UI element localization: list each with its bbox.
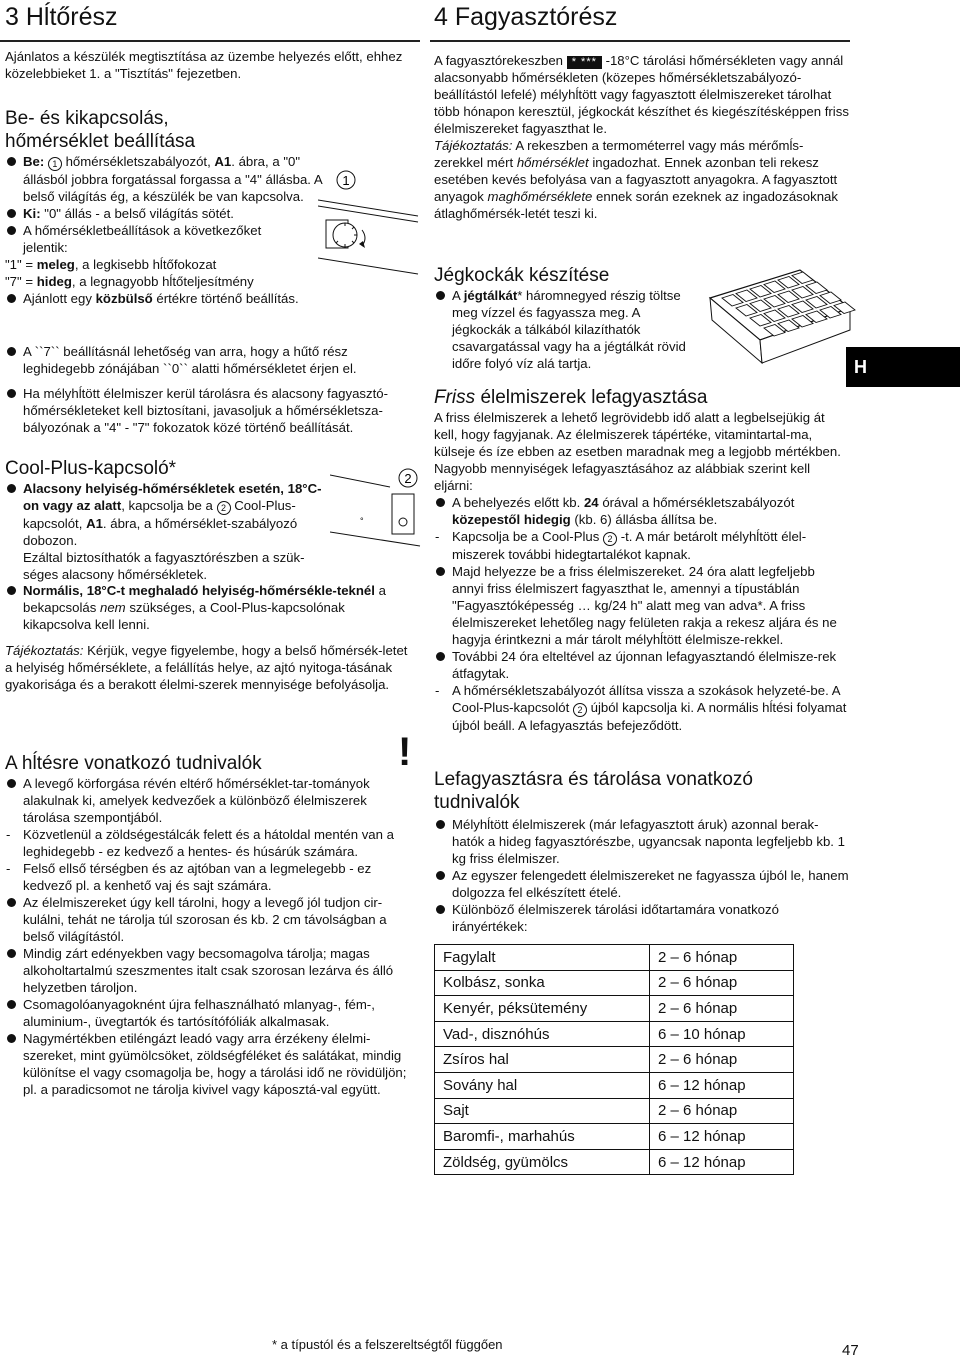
food-cell: Kenyér, péksütemény: [435, 996, 650, 1022]
duration-cell: 6 – 12 hónap: [650, 1149, 794, 1175]
fresh-intro: A friss élelmiszerek a lehető legrövidebb idő alatt a legbelsejükig át kell, hogy fagyjanak. Az élelmiszerek tápértéke, vitamintartal-ma, külseje és íze ebben az esetben maradnak meg a legjobb mértékben. Nagyobb mennyiségek lefagyasztásához az alábbiak szerint kell eljárni:: [434, 410, 841, 493]
freezer-info: Tájékoztatás: A rekeszben a termométerrel vagy más mérőmĺs-zerekkel mért hőmérséklet ingadozhat. Ennek azonban teli rekesz esetében kevés befolyása van a fagyasztott anyagokra. A fagyasztott anyagok maghőmérséklete ennek során ezeknek az ingadozásoknak átlaghőmérsék-letét teszi ki.: [434, 138, 838, 221]
fresh-step-1: A behelyezés előtt kb. 24 órával a hőmérsékletszabályozót közepestől hidegig (kb. 6) állásba állítsa be.: [434, 494, 850, 528]
setting-1: "1" = meleg, a legkisebb hĺtőfokozat: [5, 257, 217, 272]
right-heading-rule: [430, 40, 850, 42]
table-row: [435, 1149, 794, 1175]
storage-item-3: Különböző élelmiszerek tárolási időtartamára vonatkozó irányértékek:: [434, 901, 850, 935]
cooling-item-1: A levegő körforgása révén eltérő hőmérséklet-tar-tományok alakulnak ki, amelyek kedvezőek a különböző élelmiszerek tárolása szempontjából.: [5, 775, 415, 826]
on-off-section: [5, 107, 325, 307]
duration-cell: 6 – 12 hónap: [650, 1072, 794, 1098]
cooling-item-7: Nagymértékben etiléngázt leadó vagy arra érzékeny élelmi-szereket, mint gyümölcsöket, zöldségféléket és salátákat, mindig különítse el vagy csomagolja be, hogy a tárolási idő ne rövidüljön; pl. a paradicsomot ne tárolja kivivel vagy káposztá-val együtt.: [5, 1030, 415, 1098]
callout-1: 1: [48, 157, 62, 171]
coolplus-section: [5, 457, 325, 583]
page-number: 47: [842, 1342, 859, 1359]
ice-section: [434, 264, 694, 372]
food-cell: Fagylalt: [435, 945, 650, 971]
table-row: [435, 996, 794, 1022]
figure-2-label: 2: [404, 471, 412, 486]
storage-item-2: Az egyszer felengedett élelmiszereket ne fagyassza újból le, hanem dolgozza fel elkészített ételé.: [434, 867, 850, 901]
left-info: Tájékoztatás: Kérjük, vegye figyelembe, hogy a belső hőmérsék-letet a helyiség hőmérséklete, a felállítás helye, az ajtó nyitoga-tásának gyakorisága és a berakott élelmi-szerek mennyisége befolyásolja.: [5, 643, 408, 692]
ice-title: Jégkockák készítése: [434, 265, 610, 286]
left-intro: [5, 48, 415, 82]
be-item: Be: 1 hőmérsékletszabályozót, A1. ábra, a "0" állásból jobbra forgatással forgassa a "4" állásba. A belső világítás ég, a készülék be van kapcsolva.: [5, 153, 323, 205]
cooling-item-4: Az élelmiszereket úgy kell tárolni, hogy a levegő jól tudjon cir-kulálni, tehát ne tárolja túl szorosan és kb. 2 cm távolságban a belső világítástól.: [5, 894, 415, 945]
section-3-heading: 3 Hĺtőrész: [5, 3, 118, 31]
duration-cell: 6 – 12 hónap: [650, 1124, 794, 1150]
four-star-symbol: * ***: [567, 56, 602, 69]
section-tab-h: H: [846, 347, 960, 387]
food-cell: Baromfi-, marhahús: [435, 1124, 650, 1150]
on-off-title-1: Be- és kikapcsolás,: [5, 108, 169, 129]
coolplus-figure: [330, 460, 425, 550]
food-cell: Sajt: [435, 1098, 650, 1124]
table-row: [435, 1021, 794, 1047]
duration-cell: 2 – 6 hónap: [650, 1098, 794, 1124]
food-cell: Sovány hal: [435, 1072, 650, 1098]
table-row: [435, 1047, 794, 1073]
table-row: [435, 1124, 794, 1150]
table-row: [435, 1098, 794, 1124]
freezer-intro: A fagyasztórekeszben * *** -18°C tárolási hőmérsékleten vagy annál alacsonyabb hőmérsékleten (közepes hőmérsékletszabályozó-beállítástól lefelé) mélyhĺtött vagy fagyasztott élelmiszereket tárolhat több hónapon keresztül, jégkockát készíthet és kiegészítésképpen friss élelmiszereket fagyaszthat le.: [434, 53, 849, 136]
thermostat-figure: [318, 160, 426, 280]
cooling-item-5: Mindig zárt edényekben vagy becsomagolva tárolja; magas alkoholtartalmú szeszmentes italt csak szorosan lezárva és álló helyzetben tároljon.: [5, 945, 415, 996]
fresh-step-2: - Kapcsolja be a Cool-Plus 2 -t. A már betárolt mélyhĺtött élel-miszerek további hidegtartalékot kapnak.: [434, 528, 850, 563]
food-cell: Zsíros hal: [435, 1047, 650, 1073]
cooling-section: [5, 752, 415, 1098]
section-4-heading: 4 Fagyasztórész: [434, 3, 618, 31]
cooling-item-2: - Közvetlenül a zöldségestálcák felett és a hátoldal mentén van a leghidegebb - ez kedvező a hentes- és húsárúk számára.: [5, 826, 415, 860]
table-row: [435, 1072, 794, 1098]
cooling-item-6: Csomagolóanyagoknént újra felhasználható mlanyag-, fém-, aluminium-, üvegtartók és tartósítófóliák alkalmasak.: [5, 996, 415, 1030]
ki-item: Ki: "0" állás - a belső világítás sötét.: [5, 205, 325, 222]
duration-cell: 2 – 6 hónap: [650, 1047, 794, 1073]
setting7-item: A ``7`` beállításnál lehetőség van arra, hogy a hűtő rész leghidegebb zónájában ``0`` alatti hőmérsékletet érjen el.: [5, 343, 415, 377]
food-cell: Kolbász, sonka: [435, 970, 650, 996]
callout-2: 2: [217, 501, 231, 515]
duration-cell: 6 – 10 hónap: [650, 1021, 794, 1047]
intro-text: Ajánlatos a készülék megtisztítása az üzembe helyezés előtt, ehhez közelebbieket 1. a "Tisztítás" fejezetben.: [5, 49, 403, 81]
left-heading-rule: [0, 40, 420, 42]
duration-cell: 2 – 6 hónap: [650, 945, 794, 971]
footnote: * a típustól és a felszereltségtől függően: [272, 1337, 503, 1352]
storage-title-2: tudnivalók: [434, 792, 520, 813]
cooling-title: A hĺtésre vonatkozó tudnivalók: [5, 753, 262, 774]
ice-tray-figure: [700, 268, 860, 383]
coolplus-item-2: Normális, 18°C-t meghaladó helyiség-hőmérsékle-teknél a bekapcsolás nem szükséges, a Cool-Plus-kapcsolónak kikapcsolva kell lenni.: [5, 582, 415, 633]
right-intro: [434, 52, 850, 222]
fresh-step-3: Majd helyezze be a friss élelmiszereket. 24 óra alatt legfeljebb annyi friss élelmiszert fagyaszthat le, amennyi a típustáblán "Fagyasztóképesség … kg/24 h" alatt meg van adva*. A friss élelmiszereket lehetőleg nagy felületen rakja a rekesz aljára és ne hagyja érintkezni a már tárolt mélyhĺtött élelmisze-rekkel.: [434, 563, 850, 648]
recommend-item: Ajánlott egy közbülső értékre történő beállítás.: [5, 290, 363, 307]
warning-icon: !: [398, 730, 412, 774]
duration-cell: 2 – 6 hónap: [650, 970, 794, 996]
storage-section: [434, 768, 850, 935]
cooling-item-3: - Felső ellső térségben és az ajtóban van a legmelegebb - ez kedvező pl. a kenhető vaj és sajt számára.: [5, 860, 415, 894]
food-cell: Zöldség, gyümölcs: [435, 1149, 650, 1175]
fresh-step-5: - A hőmérsékletszabályozót állítsa vissza a szokások helyzeté-be. A Cool-Plus-kapcsolót 2 újból kapcsolja ki. A normális hĺtési folyamat újból beáll. A lefagyasztás befejeződött.: [434, 682, 850, 734]
coolplus-item-1: Alacsony helyiség-hőmérsékletek esetén, 18°C-on vagy az alatt, kapcsolja be a 2 Cool-Plus-kapcsolót, A1. ábra, a hőmérséklet-szabályozó dobozon.: [5, 480, 325, 549]
fresh-title: Friss élelmiszerek lefagyasztása: [434, 387, 708, 408]
food-cell: Vad-, disznóhús: [435, 1021, 650, 1047]
duration-cell: 2 – 6 hónap: [650, 996, 794, 1022]
degree-icon: °: [360, 516, 364, 526]
left-column: [5, 2, 420, 32]
fresh-section: [434, 386, 850, 734]
table-row: [435, 970, 794, 996]
storage-item-1: Mélyhĺtött élelmiszerek (már lefagyasztott áruk) azonnal berak-hatók a hideg fagyasztórészbe, ugyancsak naponta legfeljebb kb. 1 kg friss élelmiszer.: [434, 816, 850, 867]
table-row: [435, 945, 794, 971]
left-more: [5, 343, 415, 436]
on-off-title-2: hőmérséklet beállítása: [5, 131, 196, 152]
fresh-step-4: További 24 óra elteltével az újonnan lefagyasztandó élelmisze-rek átfagytak.: [434, 648, 850, 682]
figure-1-label: 1: [342, 173, 350, 188]
right-column-head: [434, 2, 854, 32]
deepfrozen-item: Ha mélyhĺtött élelmiszer kerül tárolásra és alacsony fagyasztó-hőmérsékleteket kell biztosítani, javasoljuk a hőmérsékletsza-bályozónak a "4" - "7" fokozatok közé történő beállítását.: [5, 385, 415, 436]
coolplus-section-2: [5, 582, 415, 693]
settings-intro: A hőmérsékletbeállítások a következőket jelentik:: [5, 222, 293, 256]
setting-7: "7" = hideg, a legnagyobb hĺtőteljesítmény: [5, 274, 254, 289]
coolplus-note: Ezáltal biztosíthatók a fagyasztórészben a szük-séges alacsony hőmérsékletek.: [23, 550, 305, 582]
storage-time-table: [434, 944, 794, 1175]
ice-item: A jégtálkát* háromnegyed részig töltse meg vízzel és fagyassza meg. A jégkockák a tálkából kilazíthatók csavargatással vagy ha a jégtálkát rövid időre folyó víz alá tartja.: [434, 287, 694, 372]
storage-title-1: Lefagyasztásra és tárolása vonatkozó: [434, 769, 753, 790]
coolplus-title: Cool-Plus-kapcsoló*: [5, 458, 177, 479]
